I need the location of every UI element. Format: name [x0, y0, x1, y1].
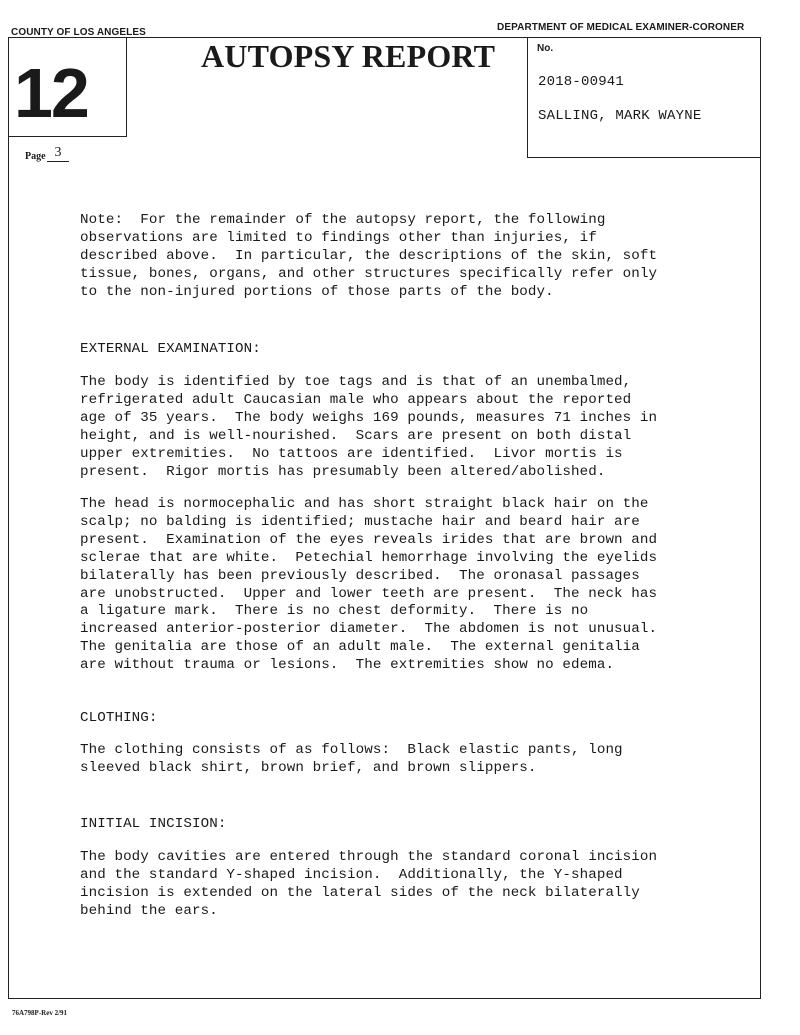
- case-number: 2018-00941: [538, 74, 625, 90]
- decedent-name: SALLING, MARK WAYNE: [538, 108, 702, 124]
- case-info-box: [527, 37, 761, 158]
- frame-right-border: [760, 37, 761, 999]
- external-examination-paragraph-1: The body is identified by toe tags and is that of an unembalmed, refrigerated adult Caucasian male who appears about the reported age of 35 years. The body weighs 169 pounds, measures 71 inches in height, and is well-nourished. Scars are present on both distal upper extremities. No tattoos are identified. Livor mortis is present. Rigor mortis has presumably been altered/abolished.: [80, 374, 658, 480]
- external-examination-paragraph-2: The head is normocephalic and has short straight black hair on the scalp; no balding is identified; mustache hair and beard hair are present. Examination of the eyes reveals irides that are brown and sclerae that are white. Petechial hemorrhage involving the eyelids bilaterally has been previously described. The oronasal passages are unobstructed. Upper and lower teeth are present. The neck has a ligature mark. There is no chest deformity. There is no increased anterior-posterior diameter. The abdomen is not unusual. The genitalia are those of an adult male. The external genitalia are without trauma or lesions. The extremities show no edema.: [80, 496, 658, 674]
- department-name: DEPARTMENT OF MEDICAL EXAMINER-CORONER: [497, 22, 745, 33]
- frame-left-border: [8, 37, 9, 999]
- page-number: 3: [47, 145, 69, 162]
- form-code: 76A798P-Rev 2/91: [12, 1009, 68, 1017]
- report-title: AUTOPSY REPORT: [201, 38, 496, 74]
- case-number-label: No.: [537, 43, 554, 54]
- form-number: 12: [14, 54, 88, 132]
- county-name: COUNTY OF LOS ANGELES: [11, 27, 146, 38]
- initial-incision-paragraph: The body cavities are entered through the standard coronal incision and the standard Y-shaped incision. Additionally, the Y-shaped incision is extended on the lateral sides of the neck bilaterally behind the ears.: [80, 849, 658, 919]
- page-label: Page: [25, 151, 46, 162]
- frame-bottom-border: [8, 998, 761, 999]
- clothing-paragraph: The clothing consists of as follows: Black elastic pants, long sleeved black shirt, brown brief, and brown slippers.: [80, 742, 623, 776]
- note-paragraph: Note: For the remainder of the autopsy report, the following observations are limited to findings other than injuries, if described above. In particular, the descriptions of the skin, soft tissue, bones, organs, and other structures specifically refer only to the non-injured portions of those parts of the body.: [80, 212, 658, 300]
- external-examination-heading: EXTERNAL EXAMINATION:: [80, 341, 261, 357]
- initial-incision-heading: INITIAL INCISION:: [80, 816, 227, 832]
- clothing-heading: CLOTHING:: [80, 710, 158, 726]
